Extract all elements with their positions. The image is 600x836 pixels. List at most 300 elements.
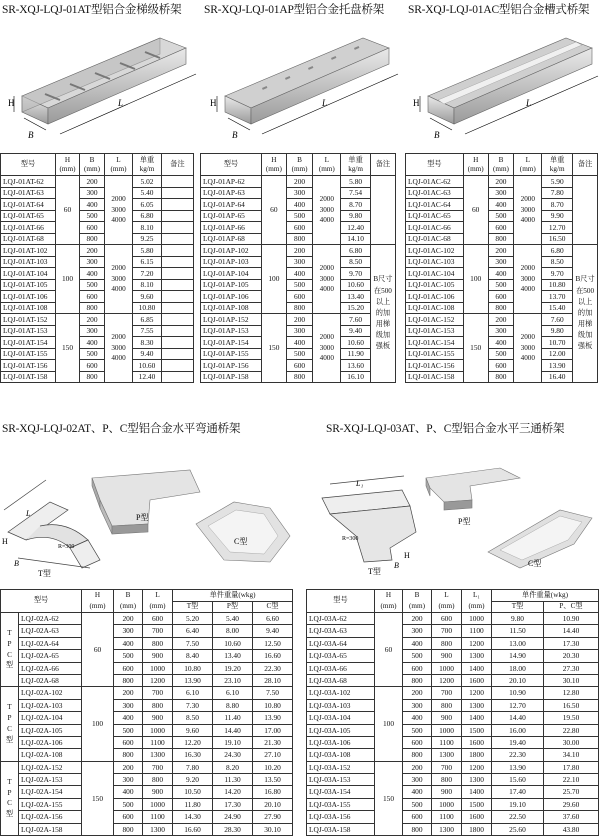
value-cell: 43.80 [544, 823, 599, 835]
table-row [1, 302, 194, 314]
b-cell: 800 [286, 302, 312, 314]
note-cell [162, 233, 194, 245]
table-row [201, 245, 396, 257]
value-cell: 1200 [432, 674, 462, 686]
table-row [1, 613, 293, 625]
weight-cell: 9.70 [341, 268, 370, 280]
model-cell: LQJ-01AP-152 [201, 314, 262, 326]
b-cell: 600 [80, 222, 105, 234]
b-cell: 800 [80, 302, 105, 314]
table-row [201, 268, 396, 280]
model-cell: LQJ-02A-62 [19, 613, 82, 625]
weight-cell: 13.60 [341, 360, 370, 372]
weight-cell: 7.60 [341, 314, 370, 326]
value-cell: 13.00 [492, 637, 544, 649]
l-cell: 2000 3000 4000 [313, 176, 341, 245]
weight-cell: 13.90 [542, 360, 573, 372]
value-cell: 1400 [462, 712, 492, 724]
note-cell: B尺寸 在500 以上 的加 用梯 级加 强板 [370, 245, 395, 383]
value-cell: 200 [114, 613, 143, 625]
value-cell: 700 [432, 761, 462, 773]
value-cell: 1300 [432, 749, 462, 761]
value-cell: 900 [143, 712, 173, 724]
value-cell: 1000 [143, 798, 173, 810]
value-cell: 34.10 [544, 749, 599, 761]
table-row [406, 314, 598, 326]
weight-cell: 6.80 [542, 245, 573, 257]
weight-cell: 6.85 [133, 314, 162, 326]
table-row [1, 736, 293, 748]
table-row [201, 176, 396, 188]
svg-text:C型: C型 [234, 537, 248, 546]
model-cell: LQJ-01AP-65 [201, 210, 262, 222]
model-cell: LQJ-01AT-104 [1, 268, 56, 280]
value-cell: 30.10 [253, 823, 293, 835]
table-row [1, 749, 293, 761]
value-cell: 20.10 [492, 674, 544, 686]
value-cell: 13.90 [173, 674, 213, 686]
b-cell: 400 [286, 268, 312, 280]
value-cell: 11.50 [492, 625, 544, 637]
weight-cell: 12.40 [133, 371, 162, 383]
value-cell: 22.80 [544, 724, 599, 736]
spec-table-01ap [200, 153, 396, 383]
b-cell: 400 [286, 199, 312, 211]
note-cell [162, 210, 194, 222]
value-cell: 600 [432, 613, 462, 625]
value-cell: 9.80 [492, 613, 544, 625]
value-cell: 300 [114, 625, 143, 637]
value-cell: 8.00 [213, 625, 253, 637]
ladder-tray-image [8, 38, 196, 140]
weight-cell: 15.40 [542, 302, 573, 314]
table-row [1, 637, 293, 649]
table-row [201, 360, 396, 372]
table-row [307, 749, 599, 761]
value-cell: 500 [114, 798, 143, 810]
value-cell: 10.50 [173, 786, 213, 798]
svg-text:L: L [322, 98, 328, 108]
value-cell: 12.50 [253, 637, 293, 649]
value-cell: 25.60 [492, 823, 544, 835]
header-sub-2: C型 [253, 601, 293, 613]
value-cell: 1600 [462, 674, 492, 686]
h-cell: 60 [375, 613, 403, 687]
header-l1: L₁ (mm) [462, 590, 492, 613]
model-cell: LQJ-02A-103 [19, 699, 82, 711]
svg-text:H: H [404, 551, 410, 560]
model-cell: LQJ-03A-153 [307, 774, 375, 786]
model-cell: LQJ-01AT-62 [1, 176, 56, 188]
weight-cell: 15.20 [341, 302, 370, 314]
value-cell: 10.90 [544, 613, 599, 625]
weight-cell: 10.60 [133, 360, 162, 372]
header-h: H (mm) [463, 154, 488, 176]
model-cell: LQJ-03A-156 [307, 811, 375, 823]
h-cell: 60 [261, 176, 286, 245]
title-01ac: SR-XQJ-LQJ-01AC型铝合金槽式桥架 [408, 4, 590, 16]
table-row [201, 348, 396, 360]
b-cell: 300 [286, 325, 312, 337]
table-row [1, 210, 194, 222]
table-row [1, 187, 194, 199]
tee-t-label: T型 [368, 567, 381, 576]
table-row [1, 256, 194, 268]
value-cell: 10.20 [253, 761, 293, 773]
weight-cell: 7.80 [542, 187, 573, 199]
svg-text:H: H [413, 98, 420, 108]
weight-cell: 8.10 [133, 279, 162, 291]
model-cell: LQJ-02A-155 [19, 798, 82, 810]
weight-cell: 9.70 [542, 268, 573, 280]
b-cell: 200 [286, 176, 312, 188]
weight-cell: 14.10 [341, 233, 370, 245]
table-row [1, 233, 194, 245]
h-cell: 60 [82, 613, 114, 687]
b-cell: 500 [286, 348, 312, 360]
value-cell: 14.40 [492, 712, 544, 724]
value-cell: 9.20 [173, 774, 213, 786]
model-cell: LQJ-03A-103 [307, 699, 375, 711]
h-cell: 100 [463, 245, 488, 314]
value-cell: 14.40 [544, 625, 599, 637]
model-cell: LQJ-02A-158 [19, 823, 82, 835]
table-row [1, 724, 293, 736]
value-cell: 18.00 [492, 662, 544, 674]
model-cell: LQJ-02A-108 [19, 749, 82, 761]
weight-cell: 8.70 [341, 199, 370, 211]
model-cell: LQJ-01AP-104 [201, 268, 262, 280]
table-row [1, 625, 293, 637]
straight-tray-illustrations [0, 18, 600, 150]
value-cell: 300 [403, 699, 432, 711]
value-cell: 22.10 [544, 774, 599, 786]
svg-text:H: H [2, 537, 8, 546]
tee-r-label: R=300 [342, 536, 359, 542]
b-cell: 300 [286, 187, 312, 199]
b-cell: 300 [80, 256, 105, 268]
value-cell: 25.70 [544, 786, 599, 798]
table-row [406, 233, 598, 245]
group-cell: T P C 型 [1, 687, 19, 761]
header-model: 型号 [1, 154, 56, 176]
elbow-p-image [92, 470, 200, 534]
value-cell: 27.10 [253, 749, 293, 761]
model-cell: LQJ-02A-156 [19, 811, 82, 823]
table-row [1, 360, 194, 372]
model-cell: LQJ-01AP-156 [201, 360, 262, 372]
weight-cell: 16.40 [542, 371, 573, 383]
model-cell: LQJ-03A-64 [307, 637, 375, 649]
table-row [307, 674, 599, 686]
weight-cell: 8.10 [133, 222, 162, 234]
table-row [406, 256, 598, 268]
table-row [1, 699, 293, 711]
weight-cell: 5.40 [133, 187, 162, 199]
table-row [1, 650, 293, 662]
table-row [1, 348, 194, 360]
svg-text:B: B [28, 130, 34, 140]
b-cell: 200 [488, 176, 514, 188]
model-cell: LQJ-01AT-66 [1, 222, 56, 234]
table-row [406, 325, 598, 337]
value-cell: 1300 [143, 749, 173, 761]
table-row [406, 222, 598, 234]
note-cell [162, 222, 194, 234]
weight-cell: 10.80 [542, 279, 573, 291]
title-01ap: SR-XQJ-LQJ-01AP型铝合金托盘桥架 [204, 4, 385, 16]
model-cell: LQJ-01AC-105 [406, 279, 464, 291]
table-row [406, 245, 598, 257]
value-cell: 700 [143, 625, 173, 637]
h-cell: 60 [463, 176, 488, 245]
h-cell: 150 [261, 314, 286, 383]
table-row [201, 291, 396, 303]
weight-cell: 8.70 [542, 199, 573, 211]
note-cell [162, 314, 194, 326]
table-row [1, 291, 194, 303]
weight-cell: 8.50 [542, 256, 573, 268]
table-row [307, 724, 599, 736]
table-row [406, 302, 598, 314]
header-model: 型号 [1, 590, 82, 613]
value-cell: 300 [403, 625, 432, 637]
value-cell: 17.80 [544, 761, 599, 773]
header-l: L (mm) [514, 154, 542, 176]
header-h: H (mm) [375, 590, 403, 613]
value-cell: 500 [403, 798, 432, 810]
b-cell: 500 [488, 210, 514, 222]
header-l: L (mm) [105, 154, 133, 176]
header-weight: 单件重量(wkg) [173, 590, 293, 602]
table-row [406, 199, 598, 211]
value-cell: 30.10 [544, 674, 599, 686]
weight-cell: 10.60 [341, 337, 370, 349]
b-cell: 400 [80, 268, 105, 280]
model-cell: LQJ-02A-152 [19, 761, 82, 773]
table-row [406, 337, 598, 349]
model-cell: LQJ-01AC-103 [406, 256, 464, 268]
table-row [307, 786, 599, 798]
model-cell: LQJ-01AP-66 [201, 222, 262, 234]
value-cell: 23.10 [213, 674, 253, 686]
weight-cell: 5.90 [542, 176, 573, 188]
b-cell: 300 [488, 187, 514, 199]
value-cell: 12.70 [492, 699, 544, 711]
table-row [1, 712, 293, 724]
h-cell: 100 [375, 687, 403, 761]
table-row [1, 786, 293, 798]
weight-cell: 7.54 [341, 187, 370, 199]
value-cell: 200 [403, 761, 432, 773]
header-weight: 单重 kg/m [133, 154, 162, 176]
b-cell: 800 [80, 371, 105, 383]
value-cell: 14.30 [173, 811, 213, 823]
value-cell: 6.40 [173, 625, 213, 637]
value-cell: 800 [143, 699, 173, 711]
h-cell: 100 [261, 245, 286, 314]
value-cell: 20.10 [253, 798, 293, 810]
value-cell: 1000 [432, 662, 462, 674]
model-cell: LQJ-03A-68 [307, 674, 375, 686]
value-cell: 600 [114, 811, 143, 823]
l-cell: 2000 3000 4000 [105, 314, 133, 383]
value-cell: 7.50 [173, 637, 213, 649]
b-cell: 400 [286, 337, 312, 349]
value-cell: 500 [114, 650, 143, 662]
value-cell: 800 [114, 823, 143, 835]
value-cell: 1100 [462, 625, 492, 637]
note-cell [162, 325, 194, 337]
value-cell: 9.60 [173, 724, 213, 736]
value-cell: 7.30 [173, 699, 213, 711]
model-cell: LQJ-01AT-155 [1, 348, 56, 360]
value-cell: 600 [403, 811, 432, 823]
b-cell: 300 [80, 187, 105, 199]
value-cell: 10.80 [173, 662, 213, 674]
table-row [406, 187, 598, 199]
value-cell: 24.90 [213, 811, 253, 823]
model-cell: LQJ-02A-154 [19, 786, 82, 798]
table-row [1, 687, 293, 699]
value-cell: 10.60 [213, 637, 253, 649]
weight-cell: 12.70 [542, 222, 573, 234]
table-row [307, 662, 599, 674]
model-cell: LQJ-01AP-154 [201, 337, 262, 349]
value-cell: 12.20 [173, 736, 213, 748]
b-cell: 200 [80, 245, 105, 257]
table-row [201, 325, 396, 337]
b-cell: 800 [488, 233, 514, 245]
model-cell: LQJ-01AP-63 [201, 187, 262, 199]
b-cell: 800 [286, 233, 312, 245]
model-cell: LQJ-01AC-62 [406, 176, 464, 188]
b-cell: 200 [488, 314, 514, 326]
fitting-illustrations [0, 440, 600, 590]
b-cell: 300 [286, 256, 312, 268]
value-cell: 800 [114, 674, 143, 686]
model-cell: LQJ-01AP-106 [201, 291, 262, 303]
value-cell: 1300 [462, 699, 492, 711]
model-cell: LQJ-01AP-68 [201, 233, 262, 245]
model-cell: LQJ-03A-66 [307, 662, 375, 674]
value-cell: 8.80 [213, 699, 253, 711]
model-cell: LQJ-01AC-154 [406, 337, 464, 349]
spec-table-01ac [405, 153, 598, 383]
value-cell: 17.40 [492, 786, 544, 798]
weight-cell: 10.80 [133, 302, 162, 314]
value-cell: 900 [432, 786, 462, 798]
value-cell: 1000 [143, 724, 173, 736]
table-row [307, 823, 599, 835]
table-row [1, 279, 194, 291]
value-cell: 8.50 [173, 712, 213, 724]
model-cell: LQJ-01AT-152 [1, 314, 56, 326]
weight-cell: 13.70 [542, 291, 573, 303]
header-model: 型号 [201, 154, 262, 176]
value-cell: 1400 [462, 786, 492, 798]
weight-cell: 6.80 [341, 245, 370, 257]
weight-cell: 10.60 [341, 279, 370, 291]
note-cell [162, 176, 194, 188]
value-cell: 1300 [462, 774, 492, 786]
value-cell: 10.90 [492, 687, 544, 699]
table-row [307, 699, 599, 711]
value-cell: 1100 [432, 811, 462, 823]
value-cell: 16.80 [253, 786, 293, 798]
value-cell: 1100 [143, 811, 173, 823]
value-cell: 200 [114, 761, 143, 773]
value-cell: 14.90 [492, 650, 544, 662]
header-note: 备注 [162, 154, 194, 176]
l-cell: 2000 3000 4000 [105, 176, 133, 245]
header-sub-0: T型 [173, 601, 213, 613]
b-cell: 300 [80, 325, 105, 337]
value-cell: 1800 [462, 749, 492, 761]
model-cell: LQJ-01AP-62 [201, 176, 262, 188]
b-cell: 600 [286, 291, 312, 303]
b-cell: 600 [80, 291, 105, 303]
title-01at: SR-XQJ-LQJ-01AT型铝合金梯级桥架 [2, 4, 182, 16]
model-cell: LQJ-01AT-158 [1, 371, 56, 383]
value-cell: 800 [114, 749, 143, 761]
value-cell: 13.90 [253, 712, 293, 724]
model-cell: LQJ-03A-152 [307, 761, 375, 773]
note-cell [162, 337, 194, 349]
value-cell: 6.10 [173, 687, 213, 699]
value-cell: 200 [403, 613, 432, 625]
model-cell: LQJ-01AT-153 [1, 325, 56, 337]
value-cell: 1000 [432, 724, 462, 736]
value-cell: 500 [403, 724, 432, 736]
value-cell: 13.40 [213, 650, 253, 662]
b-cell: 800 [286, 371, 312, 383]
weight-cell: 5.80 [133, 245, 162, 257]
table-row [1, 314, 194, 326]
h-cell: 60 [56, 176, 80, 245]
spec-table-03a [306, 589, 599, 836]
value-cell: 17.30 [213, 798, 253, 810]
model-cell: LQJ-01AP-155 [201, 348, 262, 360]
value-cell: 500 [114, 724, 143, 736]
weight-cell: 7.20 [133, 268, 162, 280]
table-row [201, 337, 396, 349]
l-cell: 2000 3000 4000 [105, 245, 133, 314]
value-cell: 14.20 [213, 786, 253, 798]
elbow-c-image [196, 502, 290, 562]
elbow-t-label: T型 [38, 569, 51, 578]
value-cell: 1100 [432, 736, 462, 748]
weight-cell: 11.90 [341, 348, 370, 360]
value-cell: 16.50 [544, 699, 599, 711]
value-cell: 700 [143, 761, 173, 773]
spec-table-02a [0, 589, 293, 836]
weight-cell: 7.60 [542, 314, 573, 326]
svg-text:H: H [210, 98, 217, 108]
b-cell: 800 [488, 371, 514, 383]
l-cell: 2000 3000 4000 [514, 314, 542, 383]
value-cell: 6.10 [213, 687, 253, 699]
table-row [406, 360, 598, 372]
b-cell: 600 [488, 291, 514, 303]
b-cell: 500 [80, 210, 105, 222]
model-cell: LQJ-01AT-156 [1, 360, 56, 372]
header-model: 型号 [307, 590, 375, 613]
model-cell: LQJ-01AC-153 [406, 325, 464, 337]
svg-text:B: B [232, 130, 238, 140]
note-cell [162, 245, 194, 257]
value-cell: 22.30 [492, 749, 544, 761]
